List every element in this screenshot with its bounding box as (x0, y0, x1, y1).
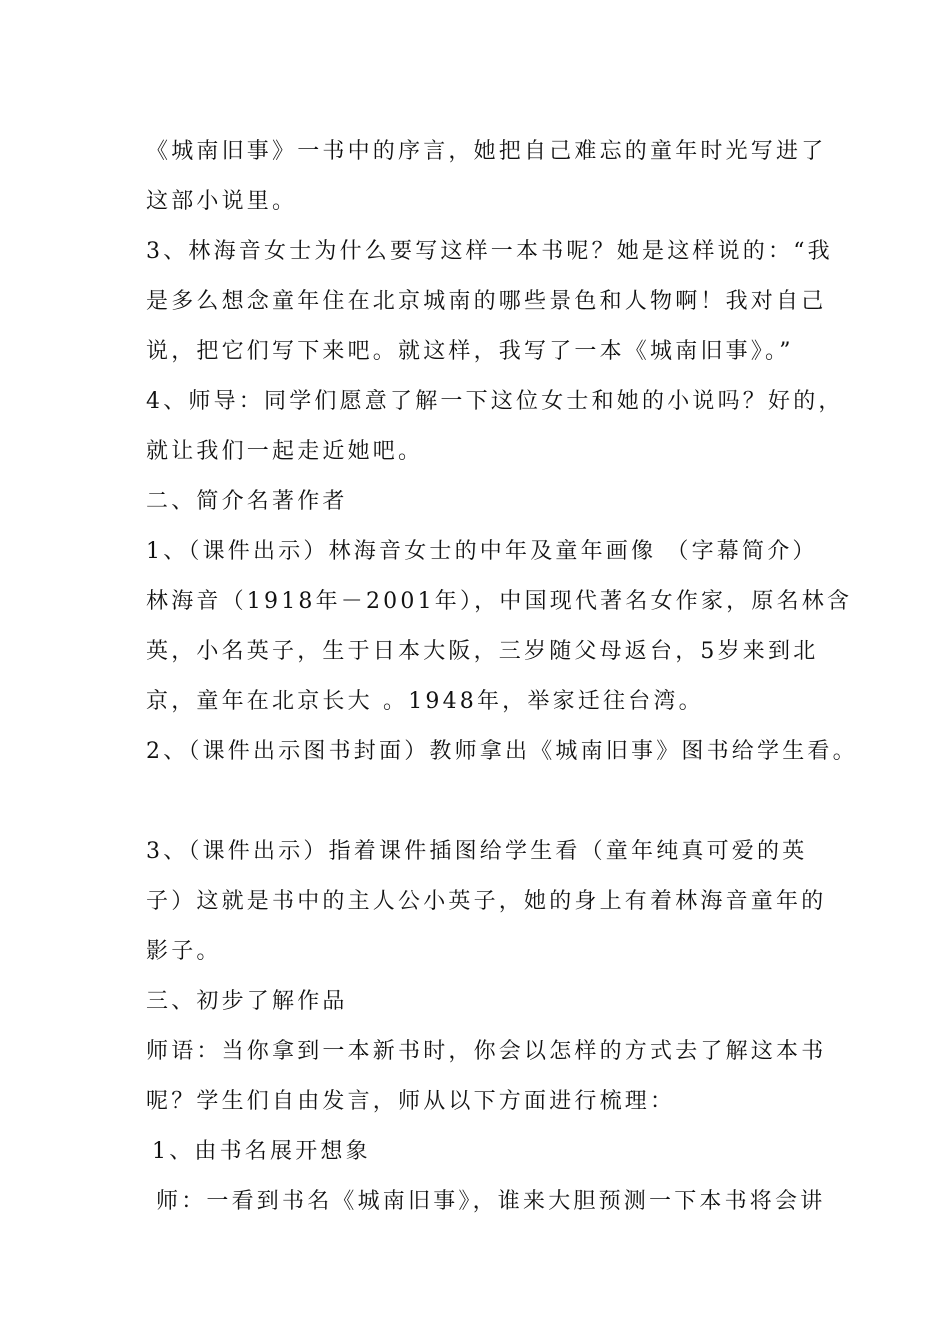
text-line-20: 1、由书名展开想象 (152, 1139, 371, 1164)
text-line-19: 呢？学生们自由发言，师从以下方面进行梳理： (146, 1089, 676, 1114)
text-line-14: 3、（课件出示）指着课件插图给学生看（童年纯真可爱的英 (146, 839, 808, 864)
text-line-6: 4、师导：同学们愿意了解一下这位女士和她的小说吗？好的， (146, 389, 844, 414)
section-heading-2: 二、简介名著作者 (146, 489, 348, 514)
text-line-1: 《城南旧事》一书中的序言，她把自己难忘的童年时光写进了 (146, 139, 827, 164)
text-line-12: 京，童年在北京长大 。1948年，举家迁往台湾。 (146, 689, 704, 714)
text-line-2: 这部小说里。 (146, 189, 298, 214)
text-line-5: 说，把它们写下来吧。就这样，我写了一本《城南旧事》。” (146, 339, 794, 364)
text-line-3: 3、林海音女士为什么要写这样一本书呢？她是这样说的：“我 (146, 239, 833, 264)
text-line-7: 就让我们一起走近她吧。 (146, 439, 424, 464)
text-line-21: 师：一看到书名《城南旧事》，谁来大胆预测一下本书将会讲 (156, 1189, 826, 1214)
text-line-18: 师语：当你拿到一本新书时，你会以怎样的方式去了解这本书 (146, 1039, 827, 1064)
text-line-9: 1、（课件出示）林海音女士的中年及童年画像 （字幕简介） (146, 539, 818, 564)
text-line-15: 子）这就是书中的主人公小英子，她的身上有着林海音童年的 (146, 889, 827, 914)
section-heading-3: 三、初步了解作品 (146, 989, 348, 1014)
text-line-10: 林海音（1918年－2001年），中国现代著名女作家，原名林含 (146, 589, 853, 614)
text-line-11: 英，小名英子，生于日本大阪，三岁随父母返台，5岁来到北 (146, 639, 819, 664)
text-line-13: 2、（课件出示图书封面）教师拿出《城南旧事》图书给学生看。 (146, 739, 858, 764)
text-line-4: 是多么想念童年住在北京城南的哪些景色和人物啊！我对自己 (146, 289, 827, 314)
text-line-16: 影子。 (146, 939, 222, 964)
